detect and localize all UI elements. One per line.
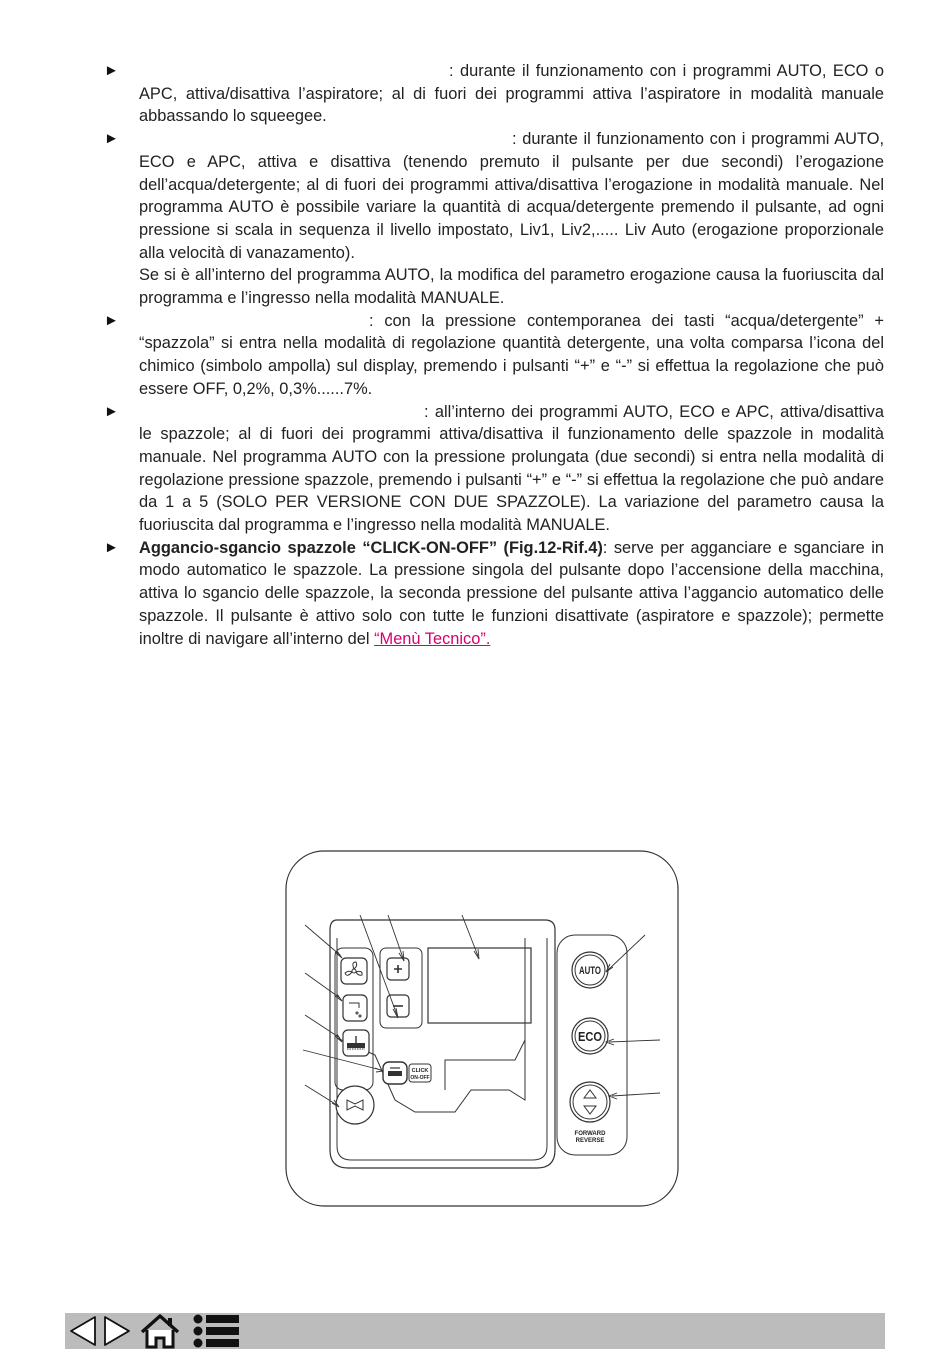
triangle-right-icon xyxy=(105,1317,129,1345)
click-on-off-button[interactable] xyxy=(383,1062,431,1084)
eco-button[interactable] xyxy=(572,1018,608,1054)
bullet-icon: ► xyxy=(104,402,119,420)
list-item xyxy=(104,401,884,537)
click-label: CLICK xyxy=(411,1068,429,1074)
list-item xyxy=(104,537,884,651)
item-text: : con la pressione contemporanea dei tasti “acqua/detergente” + “spazzola” si entra nella modalità di regolazione quantità detergente, una volta comparsa l’icona del chimico (simbolo ampolla) sul display, premendo i pulsanti “+” e “-” si effettua la regolazione che può essere OFF, 0,2%, 0,3%......7%. xyxy=(139,311,884,398)
control-panel-figure xyxy=(285,850,680,1208)
item-text: : durante il funzionamento con i programmi AUTO, ECO o APC, attiva/disattiva l’aspiratore; al di fuori dei programmi attiva l’aspiratore in modalità manuale abbassando lo squeegee. xyxy=(139,62,884,126)
forward-reverse-button[interactable] xyxy=(570,1082,610,1144)
next-page-button[interactable] xyxy=(101,1313,133,1349)
minus-button[interactable] xyxy=(387,995,409,1017)
list-item xyxy=(104,310,884,401)
item-text: : durante il funzionamento con i programmi AUTO, ECO e APC, attiva e disattiva (tenendo premuto il pulsante per due secondi) l’erogazione dell’acqua/detergente; al di fuori dei programmi attiva/disattiva l’erogazione in modalità manuale. Nel programma AUTO è possibile variare la quantità di acqua/detergente premendo il pulsante, ad ogni pressione si scala in sequenza il livello impostato, Liv1, Liv2,..... Liv Auto (erogazione proporzionale alla velocità di vanazamento). xyxy=(139,130,884,262)
home-icon xyxy=(142,1316,178,1347)
bullet-icon: ► xyxy=(104,311,119,329)
auto-label: AUTO xyxy=(579,965,602,977)
auto-button[interactable] xyxy=(572,952,608,988)
index-button[interactable] xyxy=(191,1313,241,1349)
reverse-label: REVERSE xyxy=(575,1138,605,1144)
list-icon xyxy=(194,1315,240,1348)
item-text: : serve per agganciare e sganciare in modo automatico le spazzole. La pressione singola del pulsante dopo l’accensione della macchina, attiva lo sgancio delle spazzole, la seconda pressione del pulsante attiva l’aggancio automatico delle spazzole. Il pulsante è attivo solo con tutte le funzioni disattivate (aspiratore e spazzole); permette inoltre di navigare all’interno del xyxy=(139,538,884,648)
bullet-icon: ► xyxy=(104,130,119,148)
menu-tecnico-link[interactable]: “Menù Tecnico”. xyxy=(374,629,491,648)
document-body xyxy=(104,60,884,650)
eco-label: ECO xyxy=(578,1029,602,1044)
figure-frame xyxy=(286,851,678,1206)
bullet-icon: ► xyxy=(104,62,119,79)
item-text-continued: Se si è all’interno del programma AUTO, la modifica del parametro erogazione causa la fuoriuscita dal programma e l’ingresso nella modalità MANUALE. xyxy=(139,266,884,308)
brush-button[interactable] xyxy=(343,1030,369,1056)
list-item xyxy=(104,128,884,310)
item-lead: Aggancio-sgancio spazzole “CLICK-ON-OFF” (Fig.12-Rif.4) xyxy=(139,538,603,557)
on-off-label: ON-OFF xyxy=(410,1075,430,1081)
bullet-icon: ► xyxy=(104,538,119,556)
water-button[interactable] xyxy=(343,995,367,1021)
home-button[interactable] xyxy=(139,1313,181,1349)
navigation-bar xyxy=(65,1313,885,1349)
horn-button[interactable] xyxy=(336,1086,374,1124)
list-item xyxy=(104,60,884,128)
fan-button[interactable] xyxy=(341,958,367,984)
display-screen xyxy=(428,948,531,1023)
forward-label: FORWARD xyxy=(574,1131,606,1137)
triangle-left-icon xyxy=(71,1317,95,1345)
previous-page-button[interactable] xyxy=(67,1313,99,1349)
item-text: : all’interno dei programmi AUTO, ECO e APC, attiva/disattiva le spazzole; al di fuori dei programmi attiva/disattiva il funzionamento delle spazzole in modalità manuale. Nel programma AUTO con la pressione prolungata (due secondi) si entra nella modalità di regolazione pressione spazzole, premendo i pulsanti “+” e “-” si effettua la regolazione che può andare da 1 a 5 (SOLO PER VERSIONE CON DUE SPAZZOLE). La variazione del parametro causa la fuoriuscita dal programma e l’ingresso nella modalità MANUALE. xyxy=(139,402,884,535)
plus-button[interactable] xyxy=(387,958,409,980)
